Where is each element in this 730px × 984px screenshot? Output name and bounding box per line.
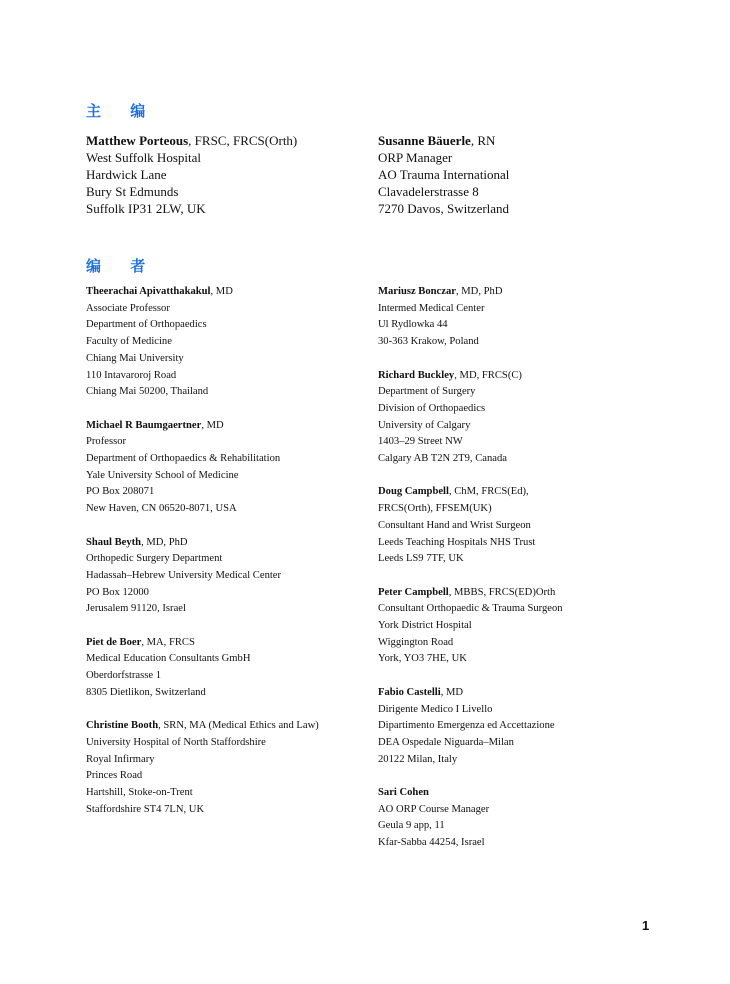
- contributor-entry: [378, 585, 563, 669]
- address-line: 30-363 Krakow, Poland: [378, 336, 479, 348]
- contributor-name: Christine Booth: [86, 720, 159, 732]
- address-line: 8305 Dietlikon, Switzerland: [86, 686, 206, 698]
- address-line: Calgary AB T2N 2T9, Canada: [378, 453, 507, 465]
- address-line: Department of Surgery: [378, 386, 476, 398]
- contributor-entry: [378, 785, 563, 852]
- contributor-name: Peter Campbell: [378, 586, 449, 598]
- contributor-name-line: [86, 418, 319, 435]
- contributor-entry: [86, 635, 319, 702]
- contributor-credentials: , RN: [470, 133, 496, 148]
- address-line: Hartshill, Stoke-on-Trent: [86, 787, 193, 799]
- contributor-name-line: [86, 535, 319, 552]
- address-line: Staffordshire ST4 7LN, UK: [86, 803, 205, 815]
- contributor-name: Richard Buckley: [378, 369, 455, 381]
- contributor-name-line: [378, 132, 509, 149]
- contributor-name: Michael R Baumgaertner: [86, 419, 202, 431]
- address-line: University of Calgary: [378, 419, 471, 431]
- contributors-left-column: [86, 284, 319, 835]
- address-line: Orthopedic Surgery Department: [86, 553, 223, 565]
- chief-editors-heading: 主 编: [86, 102, 158, 120]
- address-line: Hardwick Lane: [86, 167, 167, 182]
- address-line: Department of Orthopaedics & Rehabilitation: [86, 453, 281, 465]
- address-line: New Haven, CN 06520-8071, USA: [86, 503, 237, 515]
- address-line: Royal Infirmary: [86, 753, 155, 765]
- address-line: University Hospital of North Staffordshire: [86, 736, 266, 748]
- contributor-name: Doug Campbell: [378, 486, 449, 498]
- contributors-right-column: [378, 284, 563, 869]
- address-line: Dirigente Medico I Livello: [378, 703, 493, 715]
- address-line: Hadassah–Hebrew University Medical Center: [86, 569, 282, 581]
- address-line: 20122 Milan, Italy: [378, 753, 458, 765]
- address-line: Intermed Medical Center: [378, 302, 485, 314]
- contributor-name-line: [378, 368, 563, 385]
- address-line: 110 Intavaroroj Road: [86, 369, 177, 381]
- contributors-heading: 编 者: [86, 257, 158, 275]
- contributor-name: Shaul Beyth: [86, 536, 142, 548]
- contributor-entry: [86, 535, 319, 619]
- address-line: Leeds Teaching Hospitals NHS Trust: [378, 536, 536, 548]
- address-line: PO Box 12000: [86, 586, 149, 598]
- contributor-credentials: , SRN, MA (Medical Ethics and Law): [158, 720, 319, 732]
- contributor-name: Sari Cohen: [378, 787, 429, 799]
- address-line: Dipartimento Emergenza ed Accettazione: [378, 720, 555, 732]
- contributor-credentials: , MA, FRCS: [141, 636, 195, 648]
- address-line: Ul Rydlowka 44: [378, 319, 448, 331]
- chief-editor-left: [86, 132, 297, 234]
- contributor-name-line: [378, 585, 563, 602]
- address-line: 7270 Davos, Switzerland: [378, 201, 510, 216]
- address-line: Leeds LS9 7TF, UK: [378, 553, 464, 565]
- contributor-credentials: , MD: [440, 686, 464, 698]
- contributor-name-line: [378, 484, 563, 501]
- contributor-credentials: , FRSC, FRCS(Orth): [188, 133, 298, 148]
- contributor-entry: [378, 284, 563, 351]
- contributor-entry: [378, 685, 563, 769]
- address-line: Wiggington Road: [378, 636, 454, 648]
- contributor-name: Fabio Castelli: [378, 686, 441, 698]
- address-line: Faculty of Medicine: [86, 336, 172, 348]
- contributor-entry: [86, 284, 319, 401]
- address-line: Yale University School of Medicine: [86, 469, 239, 481]
- contributor-entry: [378, 368, 563, 468]
- address-line: AO Trauma International: [378, 167, 510, 182]
- contributor-credentials: , MD, PhD: [455, 286, 503, 297]
- contributor-name: Susanne Bäuerle: [378, 133, 471, 148]
- contributor-entry: [86, 418, 319, 518]
- address-line: 1403–29 Street NW: [378, 436, 463, 448]
- chief-editor-right: [378, 132, 509, 234]
- contributor-credentials: , MD: [210, 286, 233, 297]
- address-line: Chiang Mai 50200, Thailand: [86, 386, 209, 398]
- address-line: York, YO3 7HE, UK: [378, 653, 467, 665]
- address-line: Suffolk IP31 2LW, UK: [86, 201, 206, 216]
- contributor-credentials: , MD, FRCS(C): [454, 369, 522, 381]
- address-line: ORP Manager: [378, 150, 453, 165]
- address-line: Geula 9 app, 11: [378, 820, 445, 832]
- contributor-name-line: [86, 132, 297, 149]
- contributor-credentials: , MD, PhD: [141, 536, 188, 548]
- contributor-name-line: [378, 785, 563, 802]
- contributor-credentials: , MBBS, FRCS(ED)Orth: [448, 586, 556, 598]
- contributor-entry: [86, 718, 319, 818]
- address-line: Kfar-Sabba 44254, Israel: [378, 837, 485, 849]
- address-line: Clavadelerstrasse 8: [378, 184, 479, 199]
- contributor-entry: [86, 132, 297, 217]
- address-line: York District Hospital: [378, 620, 472, 632]
- contributor-name-line: [86, 635, 319, 652]
- address-line: Oberdorfstrasse 1: [86, 670, 162, 682]
- address-line: Jerusalem 91120, Israel: [86, 603, 186, 615]
- contributor-credentials: , MD: [201, 419, 224, 431]
- contributor-name: Matthew Porteous: [86, 133, 189, 148]
- address-line: West Suffolk Hospital: [86, 150, 201, 165]
- page-number: 1: [642, 918, 650, 933]
- contributor-entry: [378, 132, 509, 217]
- address-line: Princes Road: [86, 770, 143, 782]
- address-line: Department of Orthopaedics: [86, 319, 207, 331]
- contributor-name-line: [86, 284, 319, 301]
- address-line: Consultant Orthopaedic & Trauma Surgeon: [378, 603, 563, 615]
- contributor-name: Mariusz Bonczar: [378, 286, 456, 297]
- contributor-name: Theerachai Apivatthakakul: [86, 286, 211, 297]
- address-line: FRCS(Orth), FFSEM(UK): [378, 503, 492, 515]
- address-line: Medical Education Consultants GmbH: [86, 653, 251, 665]
- address-line: PO Box 208071: [86, 486, 155, 498]
- contributor-entry: [378, 484, 563, 568]
- contributor-name-line: [378, 284, 563, 301]
- contributor-name-line: [378, 685, 563, 702]
- address-line: DEA Ospedale Niguarda–Milan: [378, 736, 514, 748]
- address-line: Division of Orthopaedics: [378, 402, 486, 414]
- contributor-name: Piet de Boer: [86, 636, 142, 648]
- contributor-name-line: [86, 718, 319, 735]
- address-line: Professor: [86, 436, 127, 448]
- address-line: Bury St Edmunds: [86, 184, 179, 199]
- contributor-credentials: , ChM, FRCS(Ed),: [448, 486, 529, 498]
- address-line: Associate Professor: [86, 302, 170, 314]
- address-line: AO ORP Course Manager: [378, 803, 490, 815]
- address-line: Chiang Mai University: [86, 352, 184, 364]
- address-line: Consultant Hand and Wrist Surgeon: [378, 519, 531, 531]
